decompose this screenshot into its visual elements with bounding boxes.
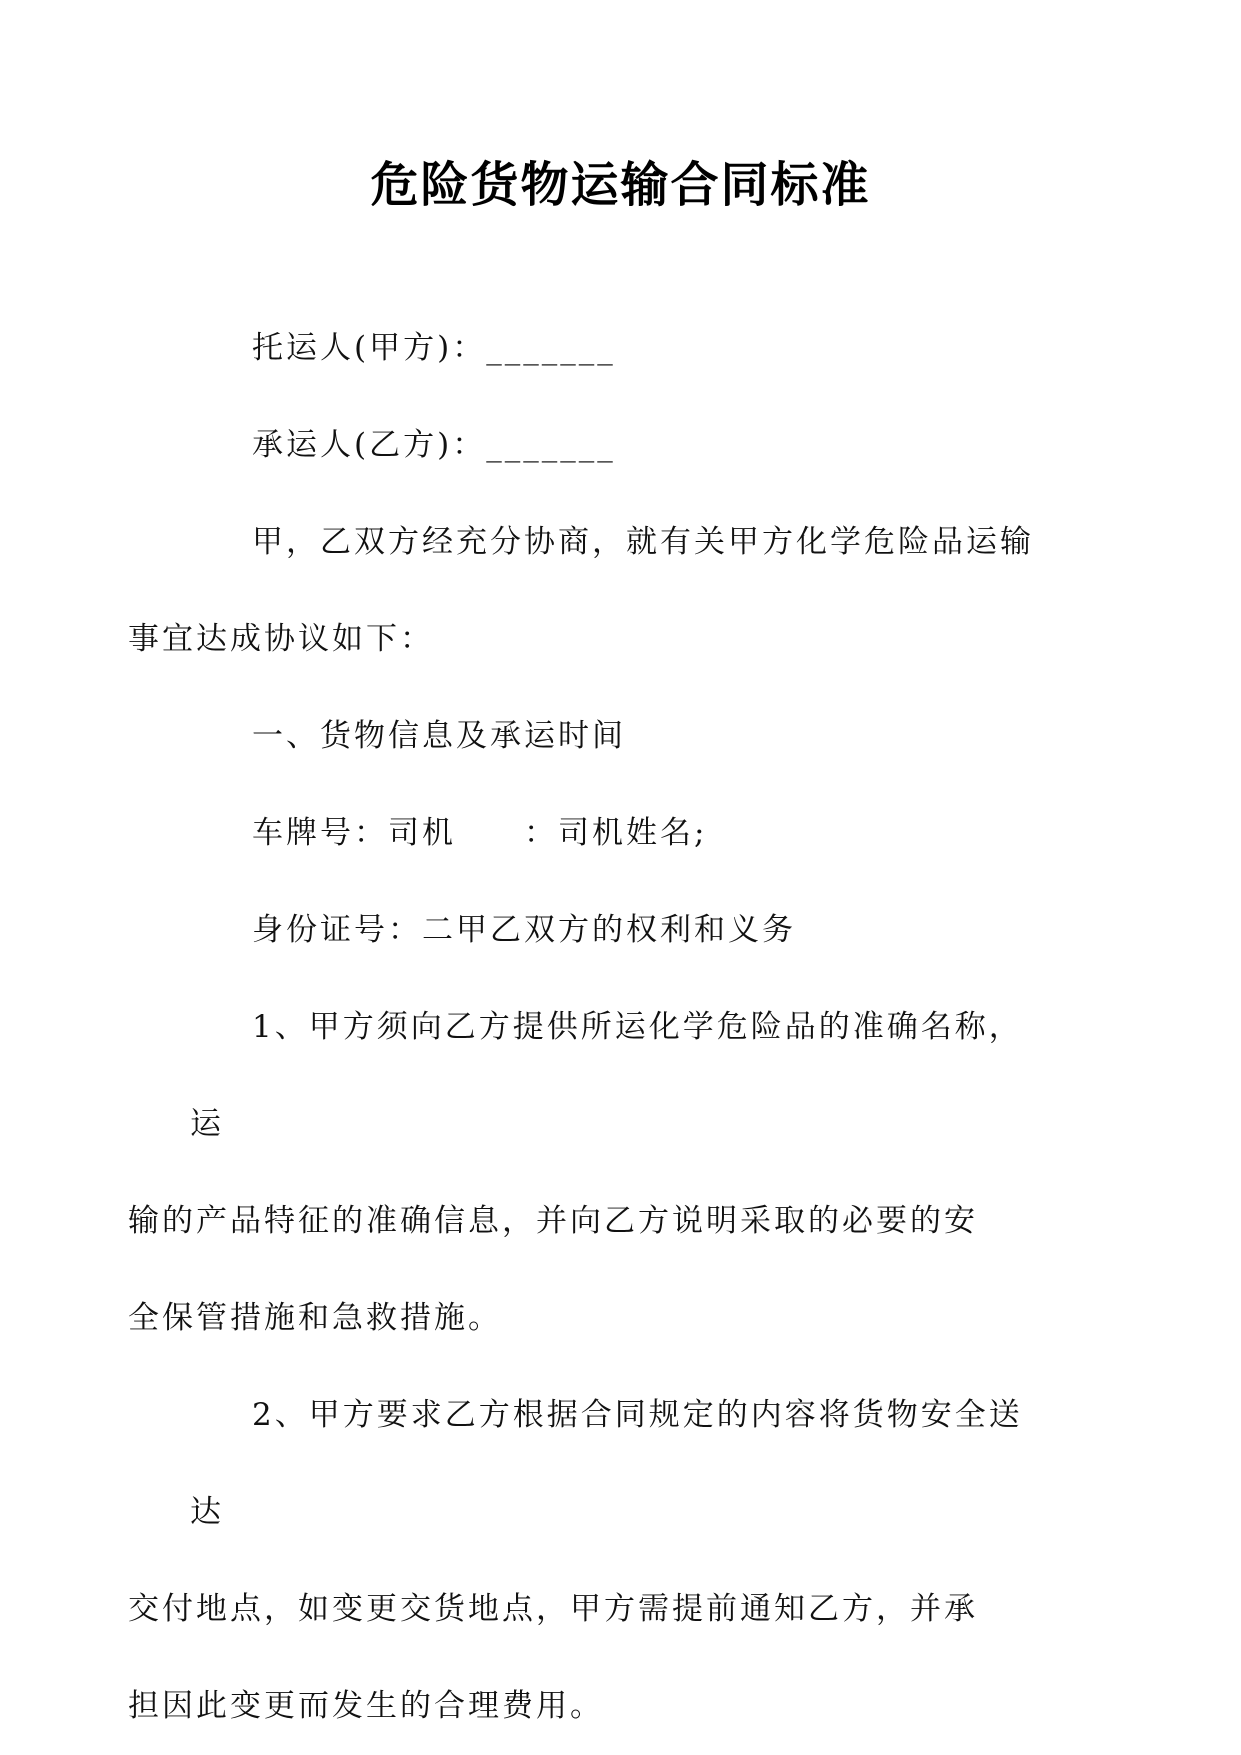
clause-2-line-2: 交付地点，如变更交货地点，甲方需提前通知乙方，并承 — [128, 1591, 978, 1627]
shipper-text: 托运人(甲方)：_______ — [252, 330, 616, 366]
shipper-line — [190, 300, 1050, 397]
id-card-text: 身份证号：二甲乙双方的权利和义务 — [252, 912, 796, 948]
intro-line-1: 甲，乙双方经充分协商，就有关甲方化学危险品运输 — [252, 524, 1034, 560]
clause-1-line-3: 全保管措施和急救措施。 — [128, 1300, 502, 1336]
clause-1-line-2: 输的产品特征的准确信息，并向乙方说明采取的必要的安 — [128, 1203, 978, 1239]
id-card-line — [190, 882, 1050, 979]
clause-1-paragraph — [128, 979, 1050, 1367]
section-heading-text: 一、货物信息及承运时间 — [252, 718, 626, 754]
document-title: 危险货物运输合同标准 — [370, 157, 871, 213]
plate-text: 车牌号：司机 ：司机姓名; — [252, 815, 708, 851]
intro-paragraph — [128, 494, 1050, 688]
clause-2-paragraph — [128, 1367, 1050, 1755]
section-heading — [190, 688, 1050, 785]
clause-1-line-1: 1、甲方须向乙方提供所运化学危险品的准确名称，运 — [190, 1009, 1023, 1142]
document-body — [128, 300, 1050, 1755]
intro-line-2: 事宜达成协议如下： — [128, 621, 434, 657]
clause-2-line-3: 担因此变更而发生的合理费用。 — [128, 1688, 604, 1724]
clause-2-line-1: 2、甲方要求乙方根据合同规定的内容将货物安全送达 — [190, 1397, 1023, 1530]
carrier-text: 承运人(乙方)：_______ — [252, 427, 616, 463]
carrier-line — [190, 397, 1050, 494]
plate-line — [190, 785, 1050, 882]
